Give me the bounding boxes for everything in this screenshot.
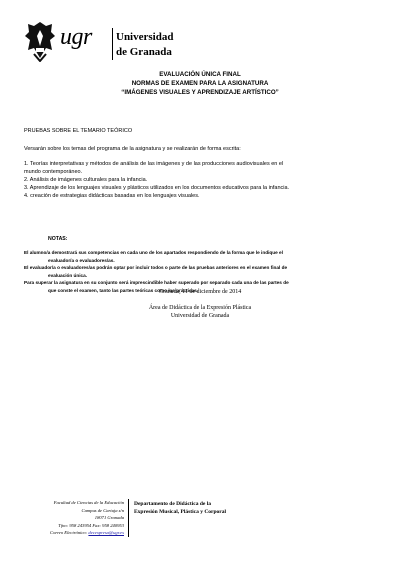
crest-icon — [24, 20, 56, 62]
logo-ugr-text: ugr — [60, 24, 92, 50]
logo-divider — [112, 28, 113, 60]
note-line: que conste el examen, tanto las partes teóricas como las prácticas. — [48, 287, 199, 293]
note-line: Para superar la asignatura en su conjunto será imprescindible haber superado por separado cada una de las partes de — [24, 280, 289, 285]
footer-address-line: 18071 Granada — [94, 515, 124, 520]
footer-address-line: Facultad de Ciencias de la Educación — [53, 500, 124, 505]
footer-department — [134, 500, 226, 516]
footer-address — [0, 499, 124, 537]
university-logo — [24, 20, 174, 64]
list-item: 1. Teorías interpretativas y métodos de análisis de las imágenes y de las producciones audiovisuales en el — [24, 161, 284, 167]
list-item: mundo contemporáneo. — [24, 169, 83, 175]
department-line-2: Expresión Musical, Plástica y Corporal — [134, 509, 227, 515]
footer-address-line: Tfno: 958 243954 Fax: 958 240953 — [58, 522, 124, 528]
note-line: El evaluador/a o evaluadores/as podrán optar por incluir todos o parte de las pruebas anteriores en el examen final de — [24, 265, 288, 270]
note-line: evaluación única. — [48, 272, 88, 278]
date-line: Granada, 11 de diciembre de 2014 — [158, 289, 242, 295]
footer-divider — [128, 499, 129, 537]
title-line-2: NORMAS DE EXAMEN PARA LA ASIGNATURA — [131, 80, 269, 87]
university-line: Universidad de Granada — [170, 313, 230, 319]
footer-email-link[interactable]: decexpresa@ugr.es — [88, 530, 124, 535]
title-line-3: “IMÁGENES VISUALES Y APRENDIZAJE ARTÍSTICO” — [121, 89, 279, 96]
area-line: Área de Didáctica de la Expresión Plástica — [148, 305, 252, 311]
topic-list — [24, 160, 376, 200]
intro-text: Versarán sobre los temas del programa de la asignatura y se realizarán de forma escrita: — [24, 146, 241, 152]
list-item: 3. Aprendizaje de los lenguajes visuales y plásticos utilizados en los documentos educativos para la infancia. — [24, 185, 290, 191]
list-item: 4. creación de estrategias didácticas basadas en los lenguajes visuales. — [24, 193, 200, 199]
university-name-line1: Universidad — [116, 31, 174, 43]
footer-email-label: Correo Electrónico: — [50, 530, 88, 535]
footer-email-line — [0, 529, 124, 537]
notes-heading: NOTAS: — [48, 236, 68, 242]
note-line: El alumno/a demostrará sus competencias en cada uno de los apartados respondiendo de la forma que le indique el — [24, 250, 283, 255]
university-name-line2: de Granada — [116, 46, 172, 58]
note-line: evaluador/a o evaluadores/as. — [48, 257, 115, 263]
list-item: 2. Análisis de imágenes culturales para la infancia. — [24, 177, 148, 183]
department-line-1: Departamento de Didáctica de la — [134, 501, 211, 507]
section-heading: PRUEBAS SOBRE EL TEMARIO TEÓRICO — [24, 128, 133, 134]
title-line-1: EVALUACIÓN ÚNICA FINAL — [159, 71, 241, 78]
footer-address-line: Campus de Cartuja s/n — [81, 507, 124, 513]
